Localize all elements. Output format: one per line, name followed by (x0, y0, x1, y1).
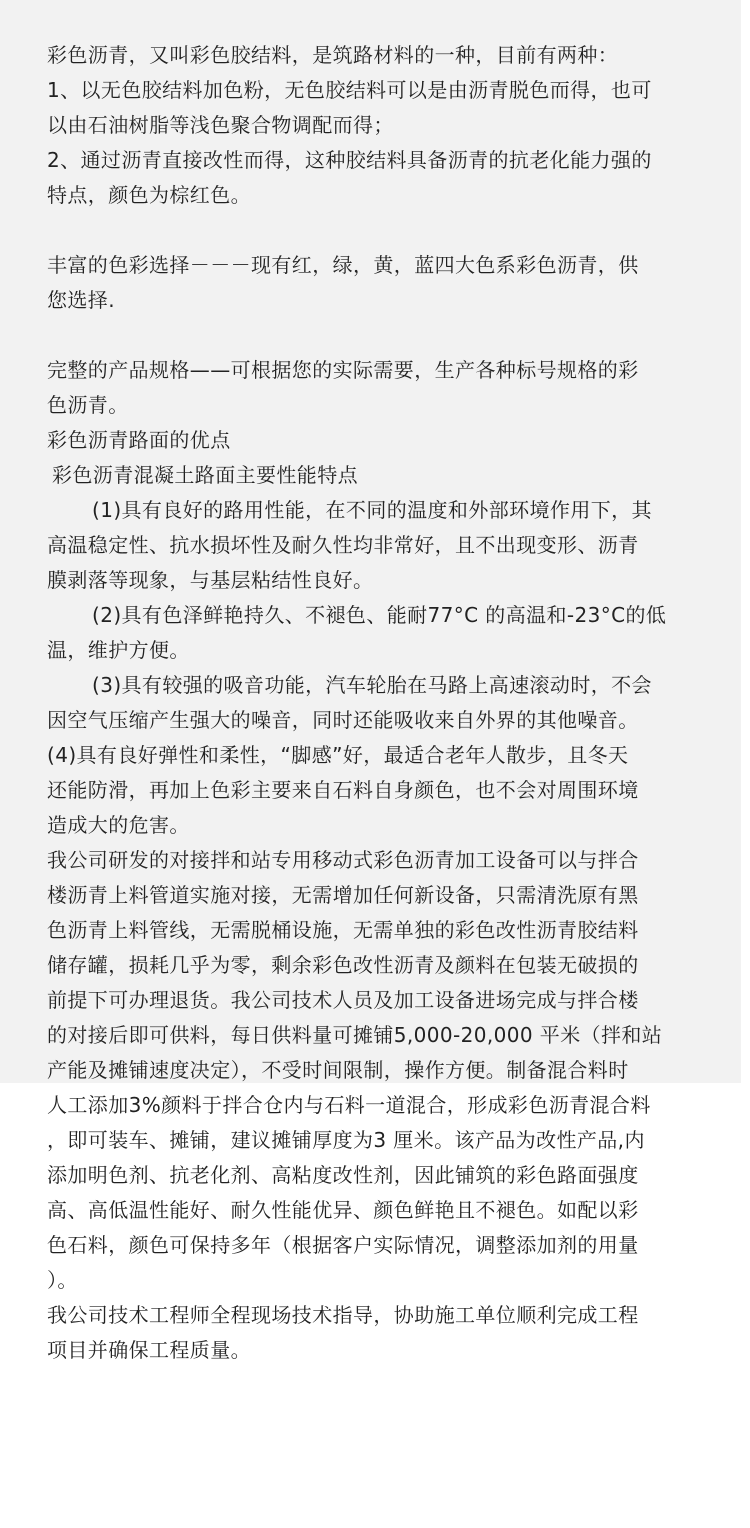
text-line: 温，维护方便。 (47, 638, 190, 662)
text-line: 色石料，颜色可保持多年（根据客户实际情况，调整添加剂的用量 (47, 1233, 639, 1257)
text-line: 产能及摊铺速度决定），不受时间限制，操作方便。制备混合料时 (47, 1058, 629, 1082)
text-line: 彩色沥青，又叫彩色胶结料，是筑路材料的一种，目前有两种： (47, 43, 619, 67)
text-line: 我公司技术工程师全程现场技术指导，协助施工单位顺利完成工程 (47, 1303, 639, 1327)
text-line: 的对接后即可供料，每日供料量可摊铺5,000-20,000 平米（拌和站 (47, 1023, 663, 1047)
section-heading: 彩色沥青路面的优点 (47, 428, 231, 452)
text-line: 添加明色剂、抗老化剂、高粘度改性剂，因此铺筑的彩色路面强度 (47, 1163, 639, 1187)
article-body (47, 38, 737, 1368)
text-line: ，即可装车、摊铺，建议摊铺厚度为3 厘米。该产品为改性产品,内 (47, 1128, 645, 1152)
text-line: 完整的产品规格——可根据您的实际需要，生产各种标号规格的彩 (47, 358, 639, 382)
text-line: 色沥青。 (47, 393, 129, 417)
text-line: 项目并确保工程质量。 (47, 1338, 251, 1362)
text-line: 储存罐，损耗几乎为零，剩余彩色改性沥青及颜料在包装无破损的 (47, 953, 639, 977)
text-line: 还能防滑，再加上色彩主要来自石料自身颜色，也不会对周围环境 (47, 778, 639, 802)
subsection-heading: 彩色沥青混凝土路面主要性能特点 (52, 463, 358, 487)
text-line: ）。 (47, 1268, 78, 1292)
text-line: 特点，颜色为棕红色。 (47, 183, 251, 207)
text-line: 楼沥青上料管道实施对接，无需增加任何新设备，只需清洗原有黑 (47, 883, 639, 907)
text-line: 我公司研发的对接拌和站专用移动式彩色沥青加工设备可以与拌合 (47, 848, 639, 872)
text-line: 造成大的危害。 (47, 813, 190, 837)
text-line: 高、高低温性能好、耐久性能优异、颜色鲜艳且不褪色。如配以彩 (47, 1198, 639, 1222)
text-line: (2)具有色泽鲜艳持久、不褪色、能耐77°C 的高温和-23°C的低 (92, 603, 667, 627)
text-line: 因空气压缩产生强大的噪音，同时还能吸收来自外界的其他噪音。 (47, 708, 639, 732)
text-line: 2、通过沥青直接改性而得，这种胶结料具备沥青的抗老化能力强的 (47, 148, 652, 172)
text-line: 您选择. (47, 288, 115, 312)
text-line: (4)具有良好弹性和柔性，“脚感”好，最适合老年人散步，且冬天 (47, 743, 629, 767)
paragraph-gap (47, 213, 737, 248)
text-line: (3)具有较强的吸音功能，汽车轮胎在马路上高速滚动时，不会 (92, 673, 652, 697)
text-line: 以由石油树脂等浅色聚合物调配而得； (47, 113, 394, 137)
text-line: 丰富的色彩选择－－－现有红，绿，黄，蓝四大色系彩色沥青，供 (47, 253, 639, 277)
text-line: 高温稳定性、抗水损坏性及耐久性均非常好，且不出现变形、沥青 (47, 533, 639, 557)
text-line: 膜剥落等现象，与基层粘结性良好。 (47, 568, 374, 592)
text-line: (1)具有良好的路用性能，在不同的温度和外部环境作用下，其 (92, 498, 652, 522)
text-line: 色沥青上料管线，无需脱桶设施，无需单独的彩色改性沥青胶结料 (47, 918, 639, 942)
text-line: 前提下可办理退货。我公司技术人员及加工设备进场完成与拌合楼 (47, 988, 639, 1012)
text-line: 人工添加3%颜料于拌合仓内与石料一道混合，形成彩色沥青混合料 (47, 1093, 651, 1117)
text-line: 1、以无色胶结料加色粉，无色胶结料可以是由沥青脱色而得，也可 (47, 78, 652, 102)
paragraph-gap (47, 318, 737, 353)
